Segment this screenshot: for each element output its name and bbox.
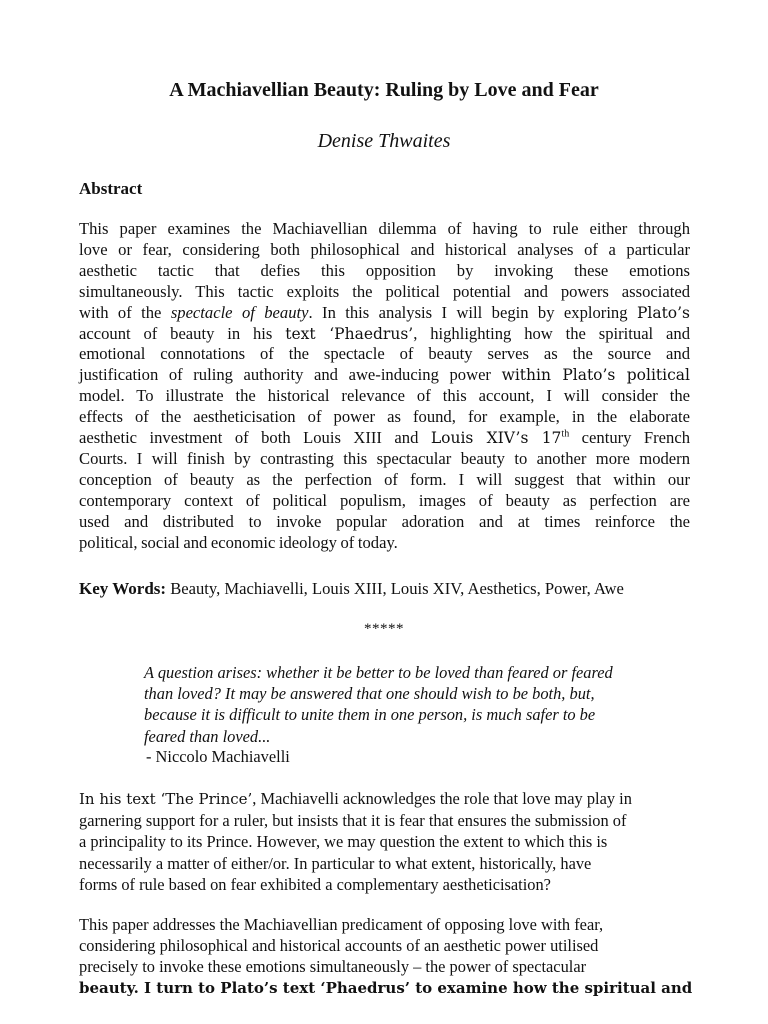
section-separator: ***** [364,621,404,637]
body-text: In his text ‘The Prince’ [79,790,253,808]
superscript: th [561,428,570,440]
abstract-line: conception of beauty as the perfection of form. I will suggest that within our [79,469,690,489]
abstract-line [79,365,690,386]
paper-title: A Machiavellian Beauty: Ruling by Love and Fear [169,79,599,101]
abstract-line: Courts. I will finish by contrasting this spectacular beauty to another more modern [79,448,690,468]
quote-attribution: - Niccolo Machiavelli [146,747,290,766]
body-paragraph [79,914,699,999]
abstract-text: Louis XIV’s 17 [430,429,562,448]
abstract-text: with of the [79,302,171,322]
abstract-line: effects of the aestheticisation of power as found, for example, in the elaborate [79,407,690,427]
abstract-text: century French [569,428,690,448]
abstract-paragraph [79,219,690,554]
quote-line: because it is difficult to unite them in one person, is much safer to be [144,705,596,725]
body-line [79,788,699,810]
keywords [79,578,624,600]
abstract-line: This paper examines the Machiavellian dilemma of having to rule either through [79,219,690,238]
author-name: Denise Thwaites [317,130,451,152]
body-text: , Machiavelli acknowledges the role that love may play in [252,789,632,808]
body-line: garnering support for a ruler, but insists that it is fear that ensures the submission of [79,811,627,831]
abstract-heading: Abstract [79,179,143,198]
abstract-line [79,303,690,324]
quote-line: than loved? It may be answered that one should wish to be both, but, [144,684,595,704]
abstract-text: aesthetic investment of both Louis XIII and [79,428,431,448]
body-line: a principality to its Prince. However, we may question the extent to which this is [79,832,608,852]
body-line: forms of rule based on fear exhibited a complementary aestheticisation? [79,874,551,894]
abstract-text: within Plato’s political [501,366,690,385]
abstract-line: political, social and economic ideology of today. [79,532,398,552]
body-line: This paper addresses the Machiavellian predicament of opposing love with fear, [79,915,604,934]
abstract-text: account of beauty in his [79,323,286,343]
abstract-line: emotional connotations of the spectacle of beauty serves as the source and [79,344,690,364]
body-line: precisely to invoke these emotions simultaneously – the power of spectacular [79,957,587,977]
abstract-line [79,324,690,345]
body-line: necessarily a matter of either/or. In particular to what extent, historically, have [79,853,592,873]
body-line: beauty. I turn to Plato’s text ‘Phaedrus’ to examine how the spiritual and [79,978,693,997]
abstract-text: . In this analysis I will begin by exploring [308,302,637,322]
body-line: considering philosophical and historical accounts of an aesthetic power utilised [79,936,599,956]
abstract-line [79,428,690,449]
abstract-text: Plato’s [636,303,691,322]
abstract-line: aesthetic tactic that defies this opposition by invoking these emotions [79,260,690,280]
abstract-text: , highlighting how the spiritual and [413,323,690,343]
abstract-line: love or fear, considering both philosophical and historical analyses of a particular [79,239,690,259]
keywords-label: Key Words: [79,579,167,598]
keywords-text: Beauty, Machiavelli, Louis XIII, Louis XIV, Aesthetics, Power, Awe [166,579,624,598]
quote-line: A question arises: whether it be better to be loved than feared or feared [144,663,613,682]
epigraph-quote [144,662,674,747]
body-paragraph [79,788,699,895]
abstract-line: model. To illustrate the historical relevance of this account, I will consider the [79,386,690,406]
abstract-line: contemporary context of political populism, images of beauty as perfection are [79,490,690,510]
abstract-emphasis: spectacle of beauty [170,302,309,322]
quote-line: feared than loved... [144,726,271,746]
abstract-text: justification of ruling authority and awe-inducing power [79,365,502,385]
abstract-text: text ‘Phaedrus’ [285,324,414,343]
abstract-line: simultaneously. This tactic exploits the political potential and powers associated [79,281,690,301]
abstract-line: used and distributed to invoke popular adoration and at times reinforce the [79,511,690,531]
